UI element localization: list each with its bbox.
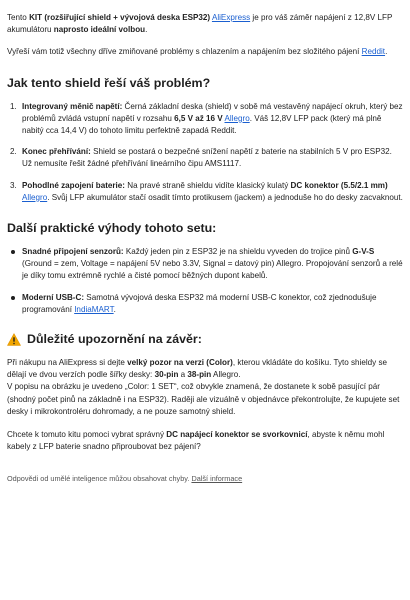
bullet-icon <box>11 250 15 254</box>
indiamart-link[interactable]: IndiaMART <box>74 304 114 314</box>
bullet-icon <box>11 296 15 300</box>
how-it-solves-list <box>7 101 403 204</box>
aliexpress-link[interactable]: AliExpress <box>211 13 251 22</box>
list-item: 2. Konec přehřívání: Shield se postará o bezpečné snížení napětí z baterie na stabilních 5 V pro ESP32. Už nemusíte řešit žádné přehřívání lineárního čipu AMS1117. <box>10 147 392 169</box>
list-item: Snadné připojení senzorů: Každý jeden pin z ESP32 je na shieldu vyveden do trojice pinů G-V-S (Ground = zem, Voltage = napájení 5V nebo 3.3V, Signal = datový pin) Allegro. Propojování senzorů a relé je díky tomu extrémně rychlé a čisté pomocí běžných dupont kabelů. <box>7 246 403 283</box>
list-item: 3. Pohodlné zapojení baterie: Na pravé straně shieldu vidíte klasický kulatý DC konektor (5.5/2.1 mm) Allegro. Svůj LFP akumulátor stačí osadit tímto protikusem (jackem) a jednoduše ho do desky zacvaknout. <box>10 180 403 202</box>
section-heading-how: Jak tento shield řeší váš problém? <box>7 75 211 90</box>
intro-summary: Vyřeší vám totiž všechny dříve zmiňované problémy s chlazením a napájením bez složitého pájení Reddit. <box>7 47 388 57</box>
follow-up-question: Chcete k tomuto kitu pomoci vybrat správný DC napájecí konektor se svorkovnicí, abyste k němu mohl kabely z LFP baterie snadno připroubovat bez pájení? <box>7 430 385 452</box>
list-item: Moderní USB-C: Samotná vývojová deska ESP32 má moderní USB-C konektor, což zjednodušuje programování IndiaMART. <box>7 292 403 316</box>
intro-paragraph: Tento KIT (rozšiřující shield + vývojová deska ESP32) AliExpress je pro váš záměr napájení z 12,8V LFP akumulátoru naprosto ideální volbou. <box>7 13 393 35</box>
reddit-link[interactable]: Reddit <box>361 47 386 57</box>
warning-icon <box>7 333 21 346</box>
warning-paragraph: Při nákupu na AliExpress si dejte velký pozor na verzi (Color), kterou vkládáte do košíku. Tyto shieldy se dělají ve dvou verzích podle šířky desky: 30-pin a 38-pin Allegro. V popisu na obrázku je uvedeno „Color: 1 SET“, což obvykle znamená, že dostanete k sobě pasující pár (shodný počet pinů na základně i na ESP32). Raději ale vizuálně v objednávce překontrolujte, že kupujete set desky i mikrokontroléru dohromady, a ne pouze samotný shield. <box>7 358 400 416</box>
section-heading-warning: Důležité upozornění na závěr: <box>7 332 403 347</box>
advantages-list <box>7 246 403 316</box>
ai-disclaimer: Odpovědi od umělé inteligence můžou obsahovat chyby. Další informace <box>7 474 243 484</box>
section-heading-advantages: Další praktické výhody tohoto setu: <box>7 221 217 236</box>
allegro-link[interactable]: Allegro <box>224 113 250 123</box>
more-info-link[interactable]: Další informace <box>191 474 243 484</box>
allegro-link[interactable]: Allegro <box>22 192 48 202</box>
list-item: 1. Integrovaný měnič napětí: Černá základní deska (shield) v sobě má vestavěný napájecí okruh, který bez problémů zvládá vstupní napětí v rozsahu 6,5 V až 16 V Allegro. Váš 12,8V LFP pack (který má plně nabitý cca 14,4 V) do tohoto limitu perfektně zapadá Reddit. <box>10 101 403 136</box>
